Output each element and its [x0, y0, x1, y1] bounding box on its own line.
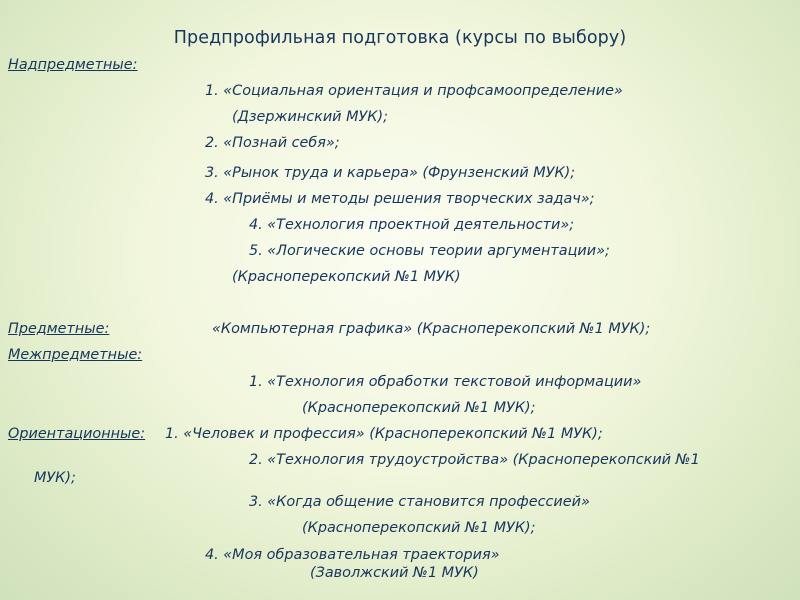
- course-line: 1. «Человек и профессия» (Красноперекопский №1 МУК);: [165, 426, 603, 442]
- course-line: (Красноперекопский №1 МУК);: [302, 520, 536, 536]
- course-line: 5. «Логические основы теории аргументации»;: [249, 243, 610, 259]
- course-line: (Красноперекопский №1 МУК);: [302, 400, 536, 416]
- section-label-predmetnye: Предметные:: [8, 321, 110, 337]
- course-line: 1. «Технология обработки текстовой информации»: [249, 374, 642, 390]
- course-line: 2. «Технология трудоустройства» (Красноперекопский №1: [249, 452, 700, 468]
- course-line: 1. «Социальная ориентация и профсамоопределение»: [205, 83, 623, 99]
- section-label-mezhpredmetnye: Межпредметные:: [8, 347, 143, 363]
- course-line: МУК);: [34, 470, 76, 486]
- course-line: «Компьютерная графика» (Красноперекопский №1 МУК);: [212, 321, 651, 337]
- course-line: (Дзержинский МУК);: [232, 109, 388, 125]
- course-line: 3. «Рынок труда и карьера» (Фрунзенский МУК);: [205, 165, 576, 181]
- course-line: 4. «Технология проектной деятельности»;: [249, 217, 575, 233]
- section-label-orientatsionnye: Ориентационные:: [8, 426, 146, 442]
- section-label-nadpredmetnye: Надпредметные:: [8, 57, 138, 73]
- course-line: 4. «Моя образовательная траектория»: [205, 547, 500, 563]
- course-line: 3. «Когда общение становится профессией»: [249, 494, 590, 510]
- course-line: 4. «Приёмы и методы решения творческих задач»;: [205, 191, 595, 207]
- slide-title: Предпрофильная подготовка (курсы по выбору): [173, 28, 627, 48]
- course-line: (Красноперекопский №1 МУК): [232, 269, 461, 285]
- course-line: (Заволжский №1 МУК): [310, 565, 479, 581]
- course-line: 2. «Познай себя»;: [205, 135, 340, 151]
